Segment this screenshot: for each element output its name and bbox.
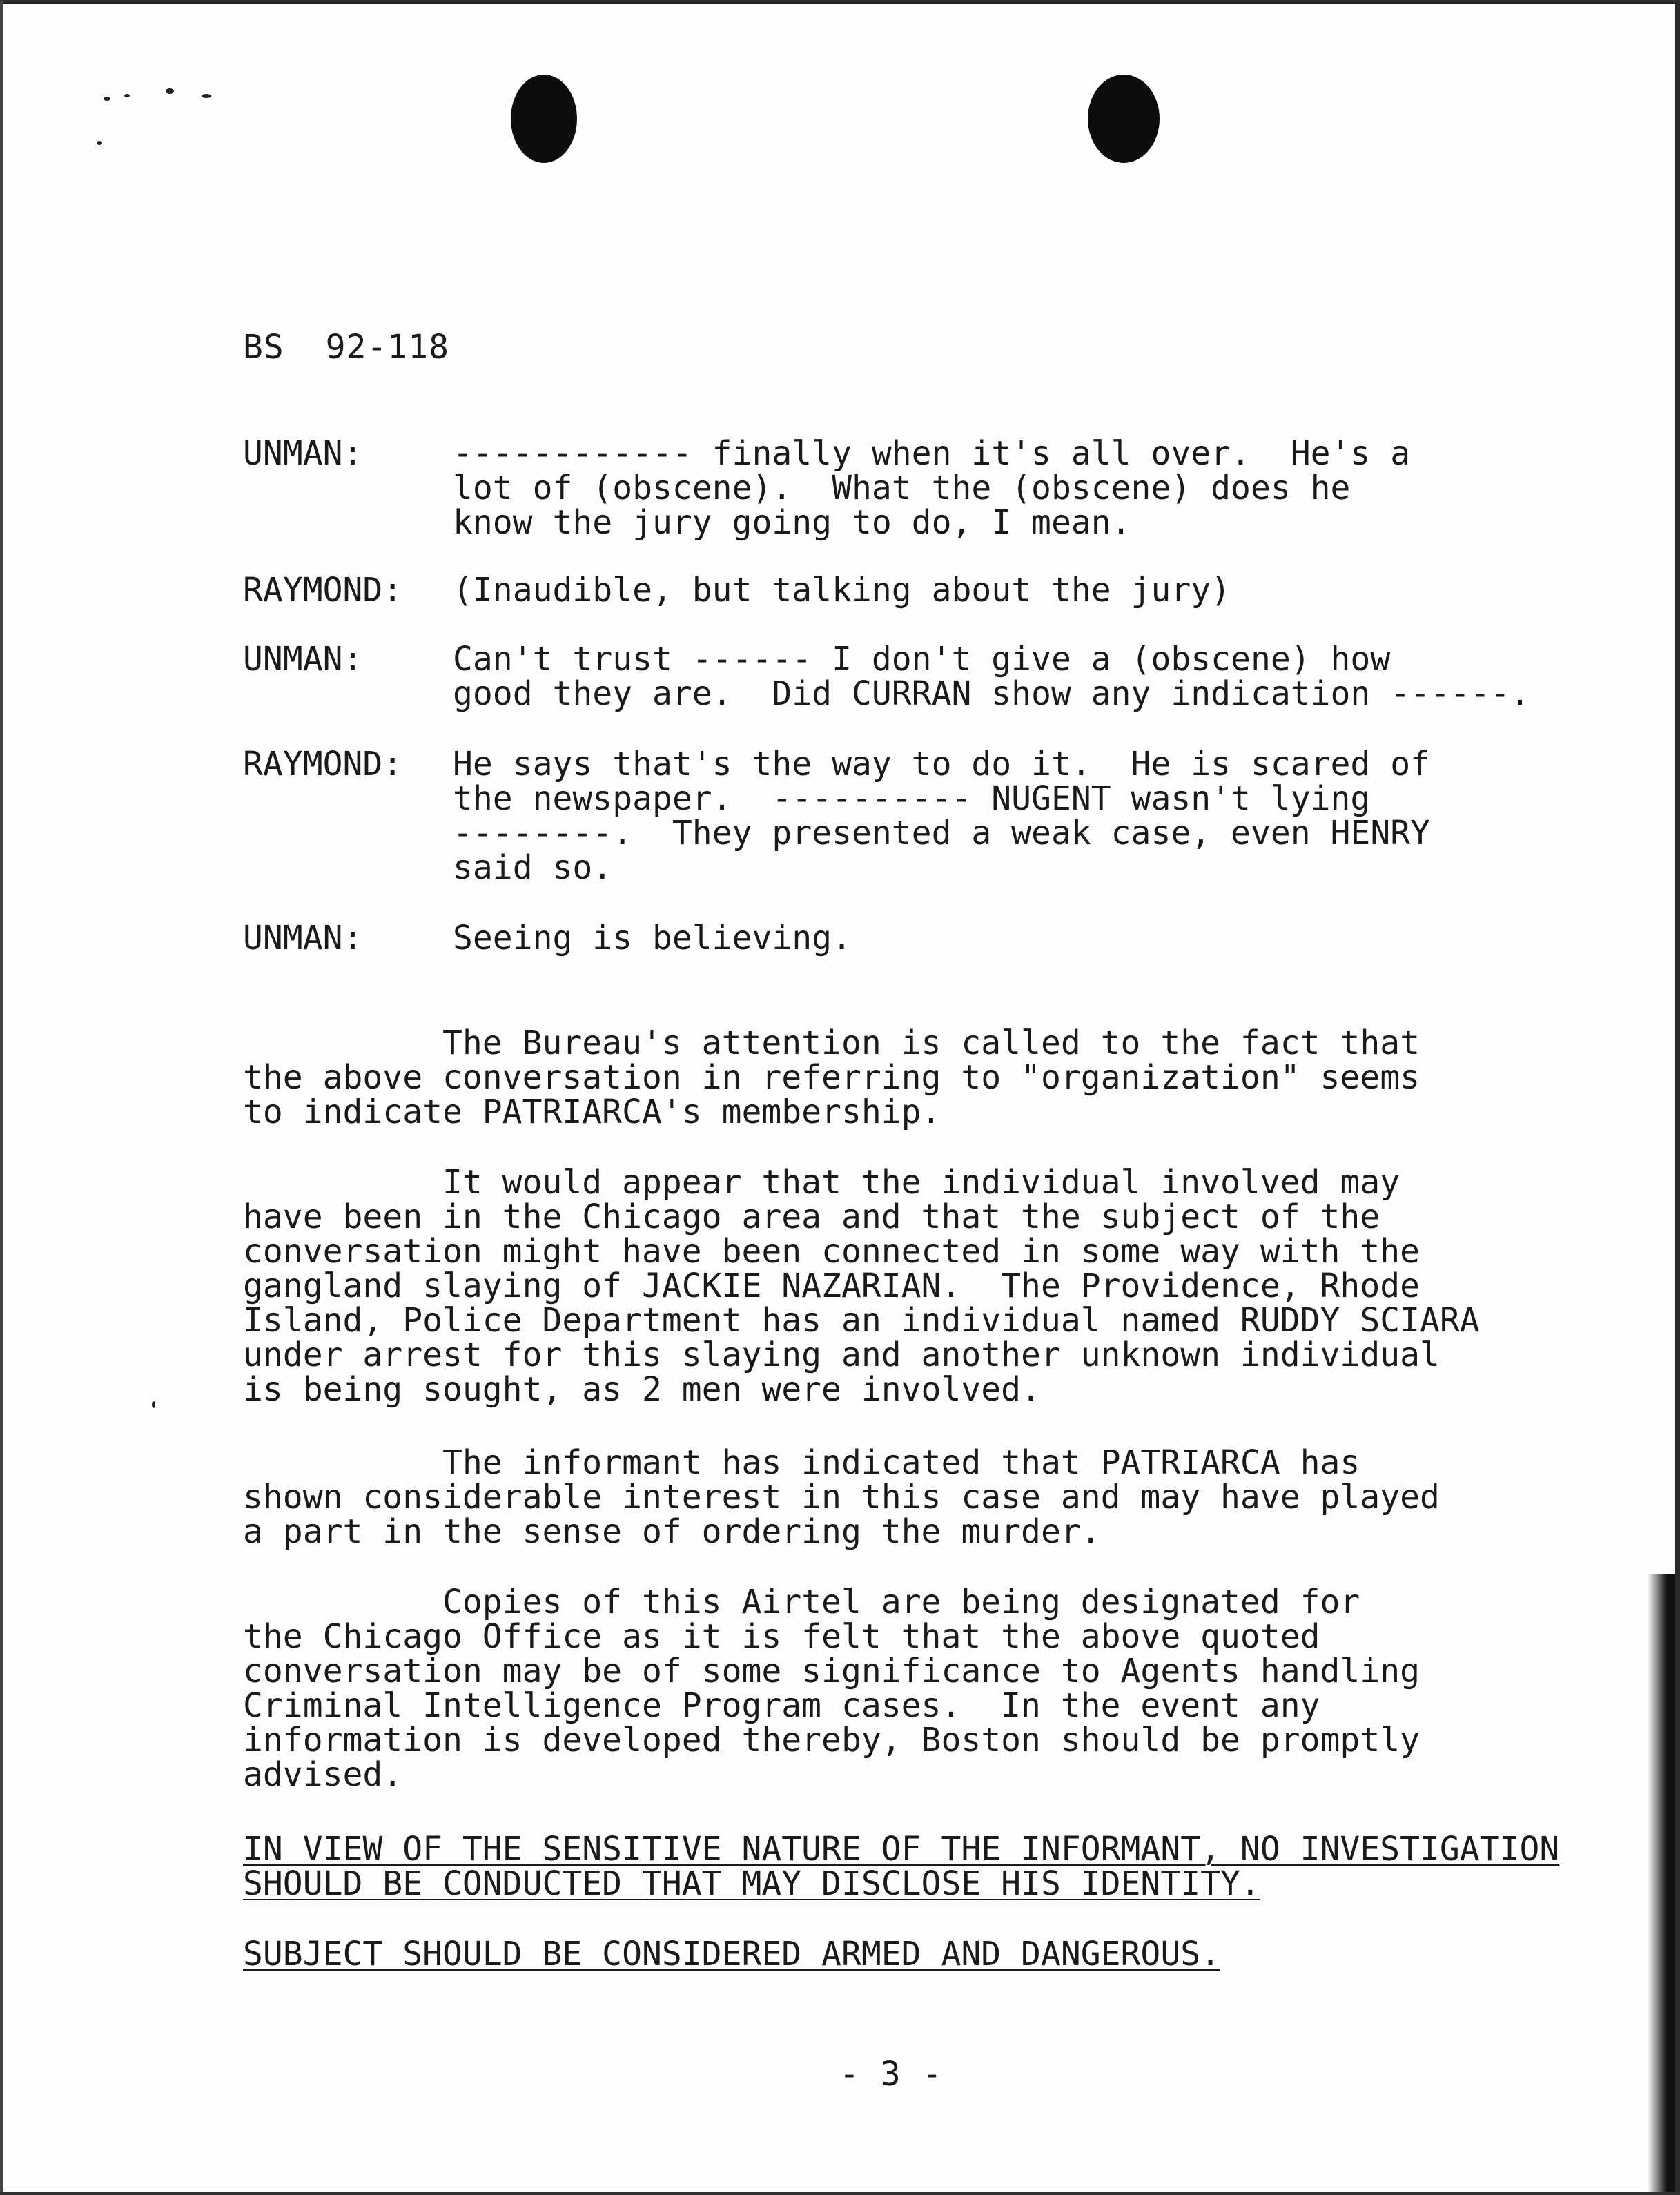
- scan-edge-bottom: [0, 2192, 1680, 2195]
- scan-shadow: [1648, 1574, 1675, 2195]
- paragraph: The informant has indicated that PATRIARCA has shown considerable interest in this case and may have played a part in the sense of ordering the murder.: [243, 1443, 1440, 1551]
- scan-edge-top: [0, 0, 1680, 4]
- file-number: BS 92-118: [243, 328, 449, 367]
- speech-text: Seeing is believing.: [453, 919, 852, 957]
- speaker-label: UNMAN:: [243, 640, 363, 679]
- punch-hole-right: [1088, 75, 1160, 163]
- scan-speck: [202, 94, 211, 98]
- scan-speck: [104, 97, 110, 101]
- speaker-label: UNMAN:: [243, 434, 363, 473]
- scan-speck: [97, 141, 102, 145]
- sensitive-warning-line-2: SHOULD BE CONDUCTED THAT MAY DISCLOSE HIS IDENTITY.: [243, 1864, 1260, 1903]
- page-number: - 3 -: [839, 2055, 943, 2094]
- sensitive-warning-line-1: IN VIEW OF THE SENSITIVE NATURE OF THE INFORMANT, NO INVESTIGATION: [243, 1830, 1560, 1869]
- speaker-label: UNMAN:: [243, 919, 363, 957]
- scan-speck: [124, 94, 130, 97]
- punch-hole-left: [511, 75, 577, 163]
- scan-speck: [152, 1401, 155, 1408]
- paragraph: The Bureau's attention is called to the fact that the above conversation in referring to "organization" seems to indicate PATRIARCA's membership.: [243, 1024, 1420, 1131]
- speech-text: ------------ finally when it's all over. He's a lot of (obscene). What the (obscene) does he know the jury going to do, I mean.: [453, 434, 1411, 542]
- speech-text: Can't trust ------ I don't give a (obscene) how good they are. Did CURRAN show any indication ------.: [453, 640, 1530, 713]
- speaker-label: RAYMOND:: [243, 571, 403, 609]
- scan-edge-left: [0, 0, 3, 2195]
- speech-text: (Inaudible, but talking about the jury): [453, 571, 1231, 609]
- paragraph: It would appear that the individual involved may have been in the Chicago area and that the subject of the conversation might have been connected in some way with the gangland slaying of JACKIE NAZARIAN. The Providence, Rhode Island, Police Department has an individual named RUDDY SCIARA under arrest for this slaying and another unknown individual is being sought, as 2 men were involved.: [243, 1163, 1480, 1409]
- speech-text: He says that's the way to do it. He is scared of the newspaper. ---------- NUGENT wasn't lying --------. They presented a weak case, even HENRY said so.: [453, 745, 1431, 887]
- speaker-label: RAYMOND:: [243, 745, 403, 783]
- scan-edge-right: [1675, 0, 1680, 2195]
- armed-dangerous-warning: SUBJECT SHOULD BE CONSIDERED ARMED AND DANGEROUS.: [243, 1935, 1221, 1973]
- scan-speck: [166, 88, 174, 94]
- paragraph: Copies of this Airtel are being designated for the Chicago Office as it is felt that the above quoted conversation may be of some significance to Agents handling Criminal Intelligence Program cases. In the event any information is developed thereby, Boston should be promptly advised.: [243, 1583, 1420, 1794]
